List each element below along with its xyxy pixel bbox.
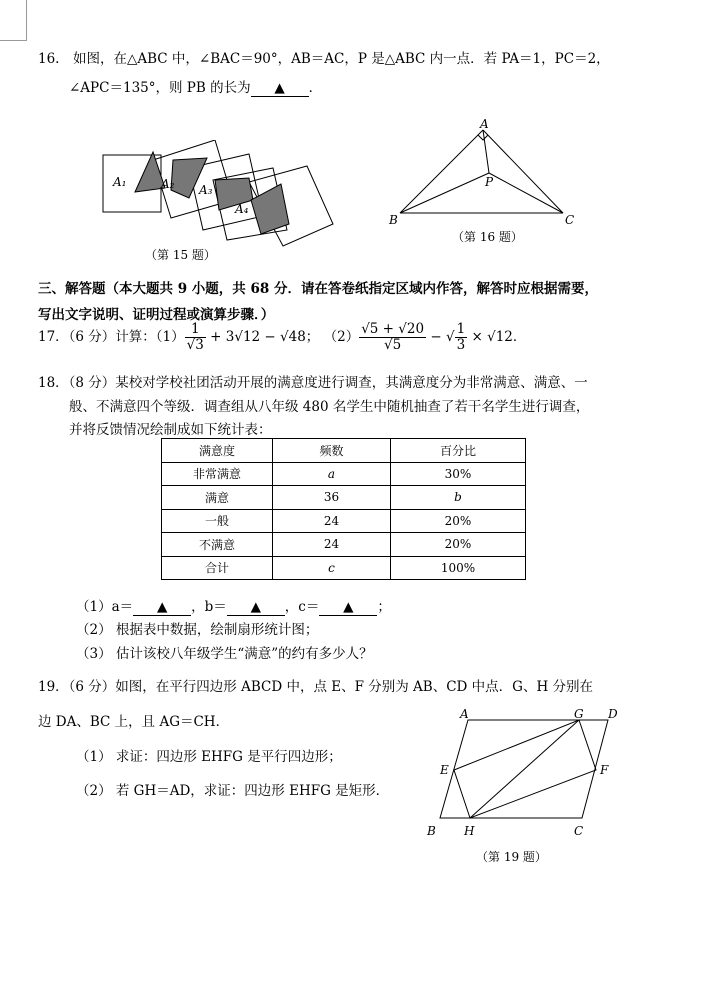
q17-line: 17．（6 分）计算：（1） $\frac{1}{√3}$ + 3√12 − √48； （2） $\frac{√5 + √20}{√5}$ − √ $\frac{1}{3}$ × √12． xyxy=(38,321,527,353)
fig19-label-e: E xyxy=(440,763,449,777)
q17-part1-numerator: 1 xyxy=(185,322,206,338)
q16-line2 xyxy=(69,76,322,97)
fig15-label-a4: A₄ xyxy=(235,202,249,216)
q17-part2-denominator: √5 xyxy=(384,336,402,353)
q18-sub2: （2） 根据表中数据，绘制扇形统计图； xyxy=(76,622,319,638)
table-cell: a xyxy=(273,462,391,486)
table-cell: 30% xyxy=(391,462,526,486)
table-header: 频数 xyxy=(273,439,391,463)
table-cell: 不满意 xyxy=(162,533,273,557)
q18-blank-b: ▲ xyxy=(227,599,285,616)
table-cell: 36 xyxy=(273,486,391,510)
table-row xyxy=(162,462,526,486)
table-cell: b xyxy=(391,486,526,510)
q18-sub1-c-label: ，c＝ xyxy=(284,599,320,615)
fig16-caption: （第 16 题） xyxy=(452,230,523,244)
q18-line3: 并将反馈情况绘制成如下统计表： xyxy=(69,422,272,438)
fig19-label-a: A xyxy=(460,707,469,721)
table-cell: 合计 xyxy=(162,556,273,580)
q17-part2-root-denominator: 3 xyxy=(456,336,466,353)
fig16-label-p: P xyxy=(485,175,494,189)
table-cell: 24 xyxy=(273,509,391,533)
q18-blank-c: ▲ xyxy=(319,599,377,616)
fig19-label-c: C xyxy=(574,824,584,838)
q19-line1: 19．（6 分）如图，在平行四边形 ABCD 中，点 E、F 分别为 AB、CD 中点．G、H 分别在 xyxy=(38,679,594,695)
q16-line2-text: ∠APC＝135°，则 PB 的长为 xyxy=(69,80,251,96)
q18-sub1 xyxy=(76,595,391,616)
fig15-shaded-4 xyxy=(251,184,289,234)
q16-line1: 16. 如图，在△ABC 中，∠BAC＝90°，AB＝AC，P 是△ABC 内一点．若 PA＝1，PC＝2， xyxy=(38,51,610,67)
q17-part2-rest: × √12． xyxy=(471,328,527,345)
q17-part2-root-numerator: 1 xyxy=(456,321,466,337)
fig19-label-b: B xyxy=(427,824,436,838)
q17-part2-root-fraction xyxy=(455,322,468,353)
figure-16 xyxy=(385,118,585,228)
figure-15 xyxy=(95,140,345,260)
fig15-caption: （第 15 题） xyxy=(145,248,216,262)
fig19-label-h: H xyxy=(464,824,475,838)
figure-19 xyxy=(422,706,627,841)
fig16-side-ac xyxy=(483,130,563,213)
section-3-heading-line2: 写出文字说明、证明过程或演算步骤．） xyxy=(38,307,275,323)
table-row xyxy=(162,486,526,510)
fig16-side-ab xyxy=(400,130,483,213)
table-cell: 20% xyxy=(391,509,526,533)
table-row xyxy=(162,556,526,580)
fig19-label-f: F xyxy=(600,763,609,777)
q17-part2-numerator: √5 + √20 xyxy=(361,321,425,337)
section-3-heading-line1: 三、解答题（本大题共 9 小题，共 68 分．请在答卷纸指定区域内作答，解答时应根据需要， xyxy=(38,281,598,297)
page-corner-mark xyxy=(0,0,27,41)
table-header: 百分比 xyxy=(391,439,526,463)
fig15-label-a1: A₁ xyxy=(113,175,127,189)
fig15-label-a3: A₃ xyxy=(199,183,213,197)
q19-sub1: （1） 求证：四边形 EHFG 是平行四边形； xyxy=(76,749,342,765)
fig16-label-b: B xyxy=(389,213,398,227)
table-header: 满意度 xyxy=(162,439,273,463)
table-cell: 100% xyxy=(391,556,526,580)
q18-line2: 般、不满意四个等级．调查组从八年级 480 名学生中随机抽查了若干名学生进行调查， xyxy=(69,399,590,415)
q17-part2-fraction xyxy=(359,322,426,353)
fig19-label-g: G xyxy=(574,707,584,721)
q18-sub1-b-label: ，b＝ xyxy=(191,599,227,615)
q17-part1-fraction xyxy=(185,322,206,353)
table-header-row xyxy=(162,439,526,463)
q18-line1: 18．（8 分）某校对学校社团活动开展的满意度进行调查，其满意度分为非常满意、满意、一 xyxy=(38,375,588,391)
fig19-segment-gh xyxy=(470,720,579,818)
fig16-label-c: C xyxy=(565,213,575,227)
table-cell: c xyxy=(273,556,391,580)
fig19-label-d: D xyxy=(608,707,618,721)
q18-sub1-end: ； xyxy=(377,599,391,615)
fig19-caption: （第 19 题） xyxy=(476,850,547,864)
q17-part2-label: （2） xyxy=(323,328,360,345)
q17-part1-rest: + 3√12 − √48； xyxy=(210,328,320,345)
q18-survey-table xyxy=(161,438,526,580)
q17-prefix: 17．（6 分）计算：（1） xyxy=(38,328,185,345)
q18-blank-a: ▲ xyxy=(133,599,191,616)
q17-part1-denominator: √3 xyxy=(186,336,204,353)
fig16-segment-pc xyxy=(489,173,563,213)
table-cell: 20% xyxy=(391,533,526,557)
fig16-label-a: A xyxy=(480,118,489,131)
table-row xyxy=(162,509,526,533)
fig16-right-angle-mark xyxy=(478,135,488,140)
q19-sub2: （2） 若 GH＝AD，求证：四边形 EHFG 是矩形． xyxy=(76,783,390,799)
table-cell: 非常满意 xyxy=(162,462,273,486)
q17-part2-minus: − xyxy=(430,328,442,345)
q18-sub1-a-label: （1）a＝ xyxy=(76,599,134,615)
table-cell: 满意 xyxy=(162,486,273,510)
table-row xyxy=(162,533,526,557)
q16-line2-end: ． xyxy=(308,80,323,96)
fig15-label-a2: A₂ xyxy=(161,177,175,191)
table-cell: 一般 xyxy=(162,509,273,533)
q19-line2: 边 DA、BC 上，且 AG＝CH． xyxy=(38,714,230,730)
q18-sub3: （3） 估计该校八年级学生“满意”的约有多少人？ xyxy=(76,646,373,662)
table-cell: 24 xyxy=(273,533,391,557)
fig16-segment-pb xyxy=(400,173,489,213)
q16-answer-blank: ▲ xyxy=(251,80,309,97)
